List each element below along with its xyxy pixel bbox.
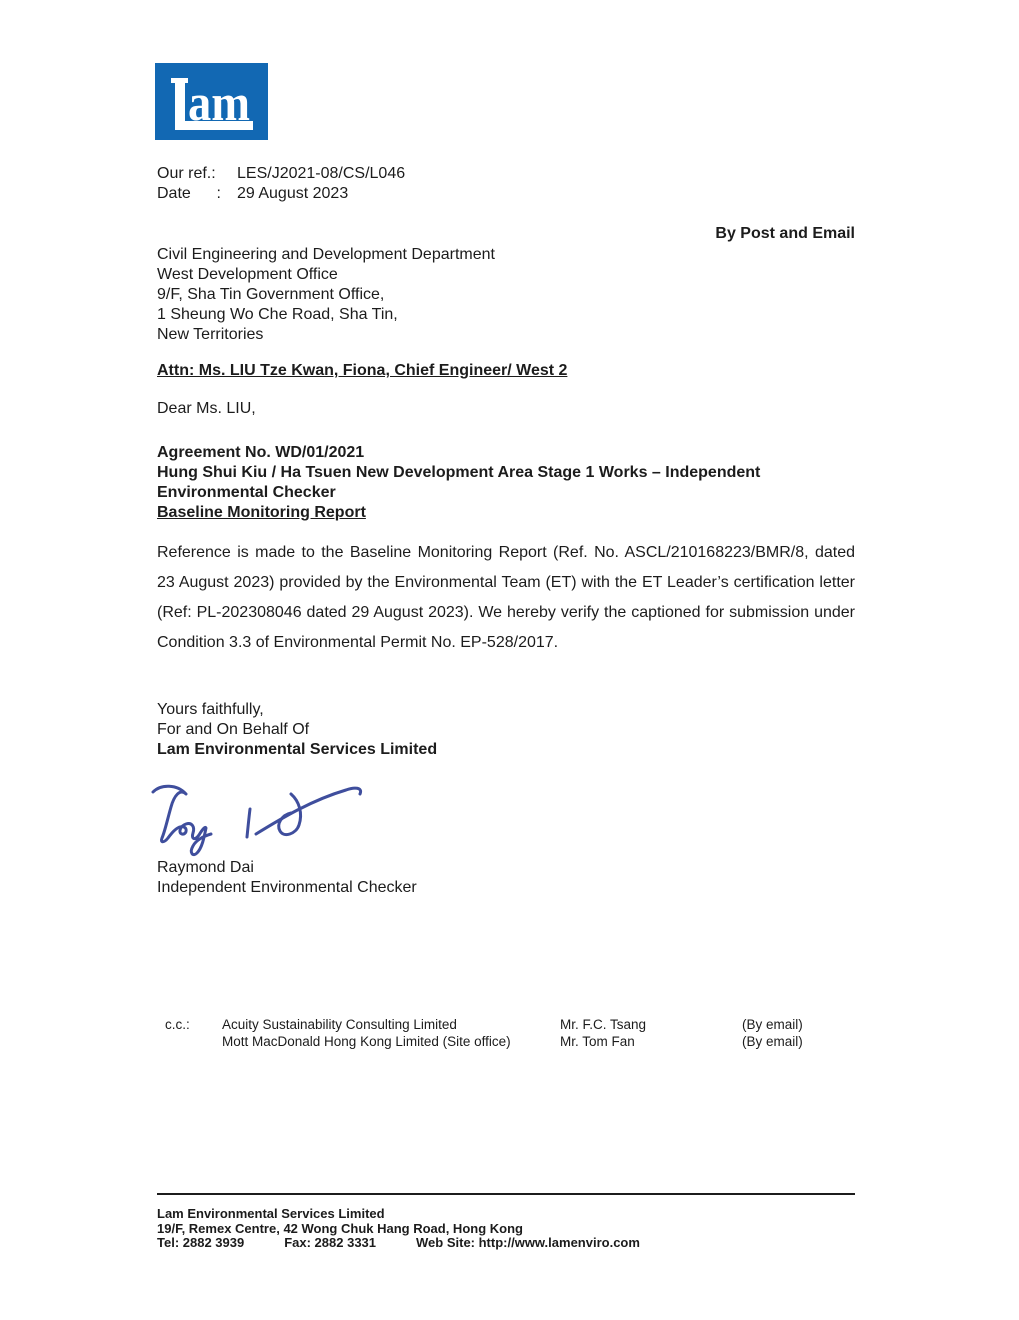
footer-web: Web Site: http://www.lamenviro.com [416, 1235, 640, 1250]
salutation: Dear Ms. LIU, [157, 400, 256, 417]
reference-block [157, 164, 405, 204]
closing-line: Yours faithfully, [157, 701, 264, 718]
closing-block [157, 700, 437, 760]
subject-block [157, 443, 760, 523]
company-logo [155, 63, 268, 140]
footer-contacts [157, 1236, 640, 1251]
our-ref-label: Our ref.: [157, 165, 216, 182]
lam-logo-icon [155, 63, 268, 140]
footer-tel: Tel: 2882 3939 [157, 1235, 245, 1250]
cc-label: c.c.: [165, 1017, 190, 1032]
signature [150, 782, 372, 860]
our-ref-value: LES/J2021-08/CS/L046 [237, 165, 406, 182]
delivery-method: By Post and Email [715, 225, 855, 242]
signer-title: Independent Environmental Checker [157, 879, 417, 896]
our-ref-row [157, 164, 405, 184]
cc-block [157, 1016, 803, 1050]
cc-person: Mr. F.C. Tsang [560, 1017, 647, 1032]
date-label: Date [157, 185, 191, 202]
svg-text:am: am [188, 75, 250, 132]
recipient-line: West Development Office [157, 266, 338, 283]
cc-method: (By email) [742, 1017, 803, 1032]
signer-name: Raymond Dai [157, 859, 254, 876]
subject-line-underlined: Baseline Monitoring Report [157, 504, 366, 521]
subject-line: Environmental Checker [157, 484, 336, 501]
closing-line: For and On Behalf Of [157, 721, 310, 738]
footer-company: Lam Environmental Services Limited [157, 1206, 385, 1221]
cc-org: Mott MacDonald Hong Kong Limited (Site office) [222, 1034, 511, 1049]
cc-org: Acuity Sustainability Consulting Limited [222, 1017, 457, 1032]
cc-person: Mr. Tom Fan [560, 1034, 635, 1049]
recipient-line: 9/F, Sha Tin Government Office, [157, 286, 385, 303]
footer-block [157, 1207, 640, 1251]
recipient-line: 1 Sheung Wo Che Road, Sha Tin, [157, 306, 398, 323]
attention-line: Attn: Ms. LIU Tze Kwan, Fiona, Chief Engineer/ West 2 [157, 362, 568, 379]
recipient-line: New Territories [157, 326, 264, 343]
cc-method: (By email) [742, 1034, 803, 1049]
subject-line: Agreement No. WD/01/2021 [157, 444, 365, 461]
date-row [157, 184, 405, 204]
footer-address: 19/F, Remex Centre, 42 Wong Chuk Hang Road, Hong Kong [157, 1220, 523, 1236]
date-colon: : [216, 185, 221, 202]
subject-line: Hung Shui Kiu / Ha Tsuen New Development Area Stage 1 Works – Independent [157, 464, 761, 481]
signer-block [157, 858, 417, 898]
footer-fax: Fax: 2882 3331 [284, 1235, 377, 1250]
cc-label-empty [157, 1033, 222, 1050]
recipient-line: Civil Engineering and Development Department [157, 246, 495, 263]
recipient-address [157, 245, 495, 345]
date-value: 29 August 2023 [237, 185, 349, 202]
date-label-cell [157, 184, 237, 204]
footer-divider [157, 1193, 855, 1195]
cc-row [157, 1016, 803, 1033]
body-paragraph: Reference is made to the Baseline Monitoring Report (Ref. No. ASCL/210168223/BMR/8, dated 23 August 2023) provided by the Environmental Team (ET) with the ET Leader’s certification letter (Ref: PL-202308046 dated 29 August 2023). We hereby verify the captioned for submission under Condition 3.3 of Environmental Permit No. EP-528/2017. [157, 544, 855, 651]
signature-icon [150, 782, 372, 860]
closing-company: Lam Environmental Services Limited [157, 741, 438, 758]
cc-row [157, 1033, 803, 1050]
